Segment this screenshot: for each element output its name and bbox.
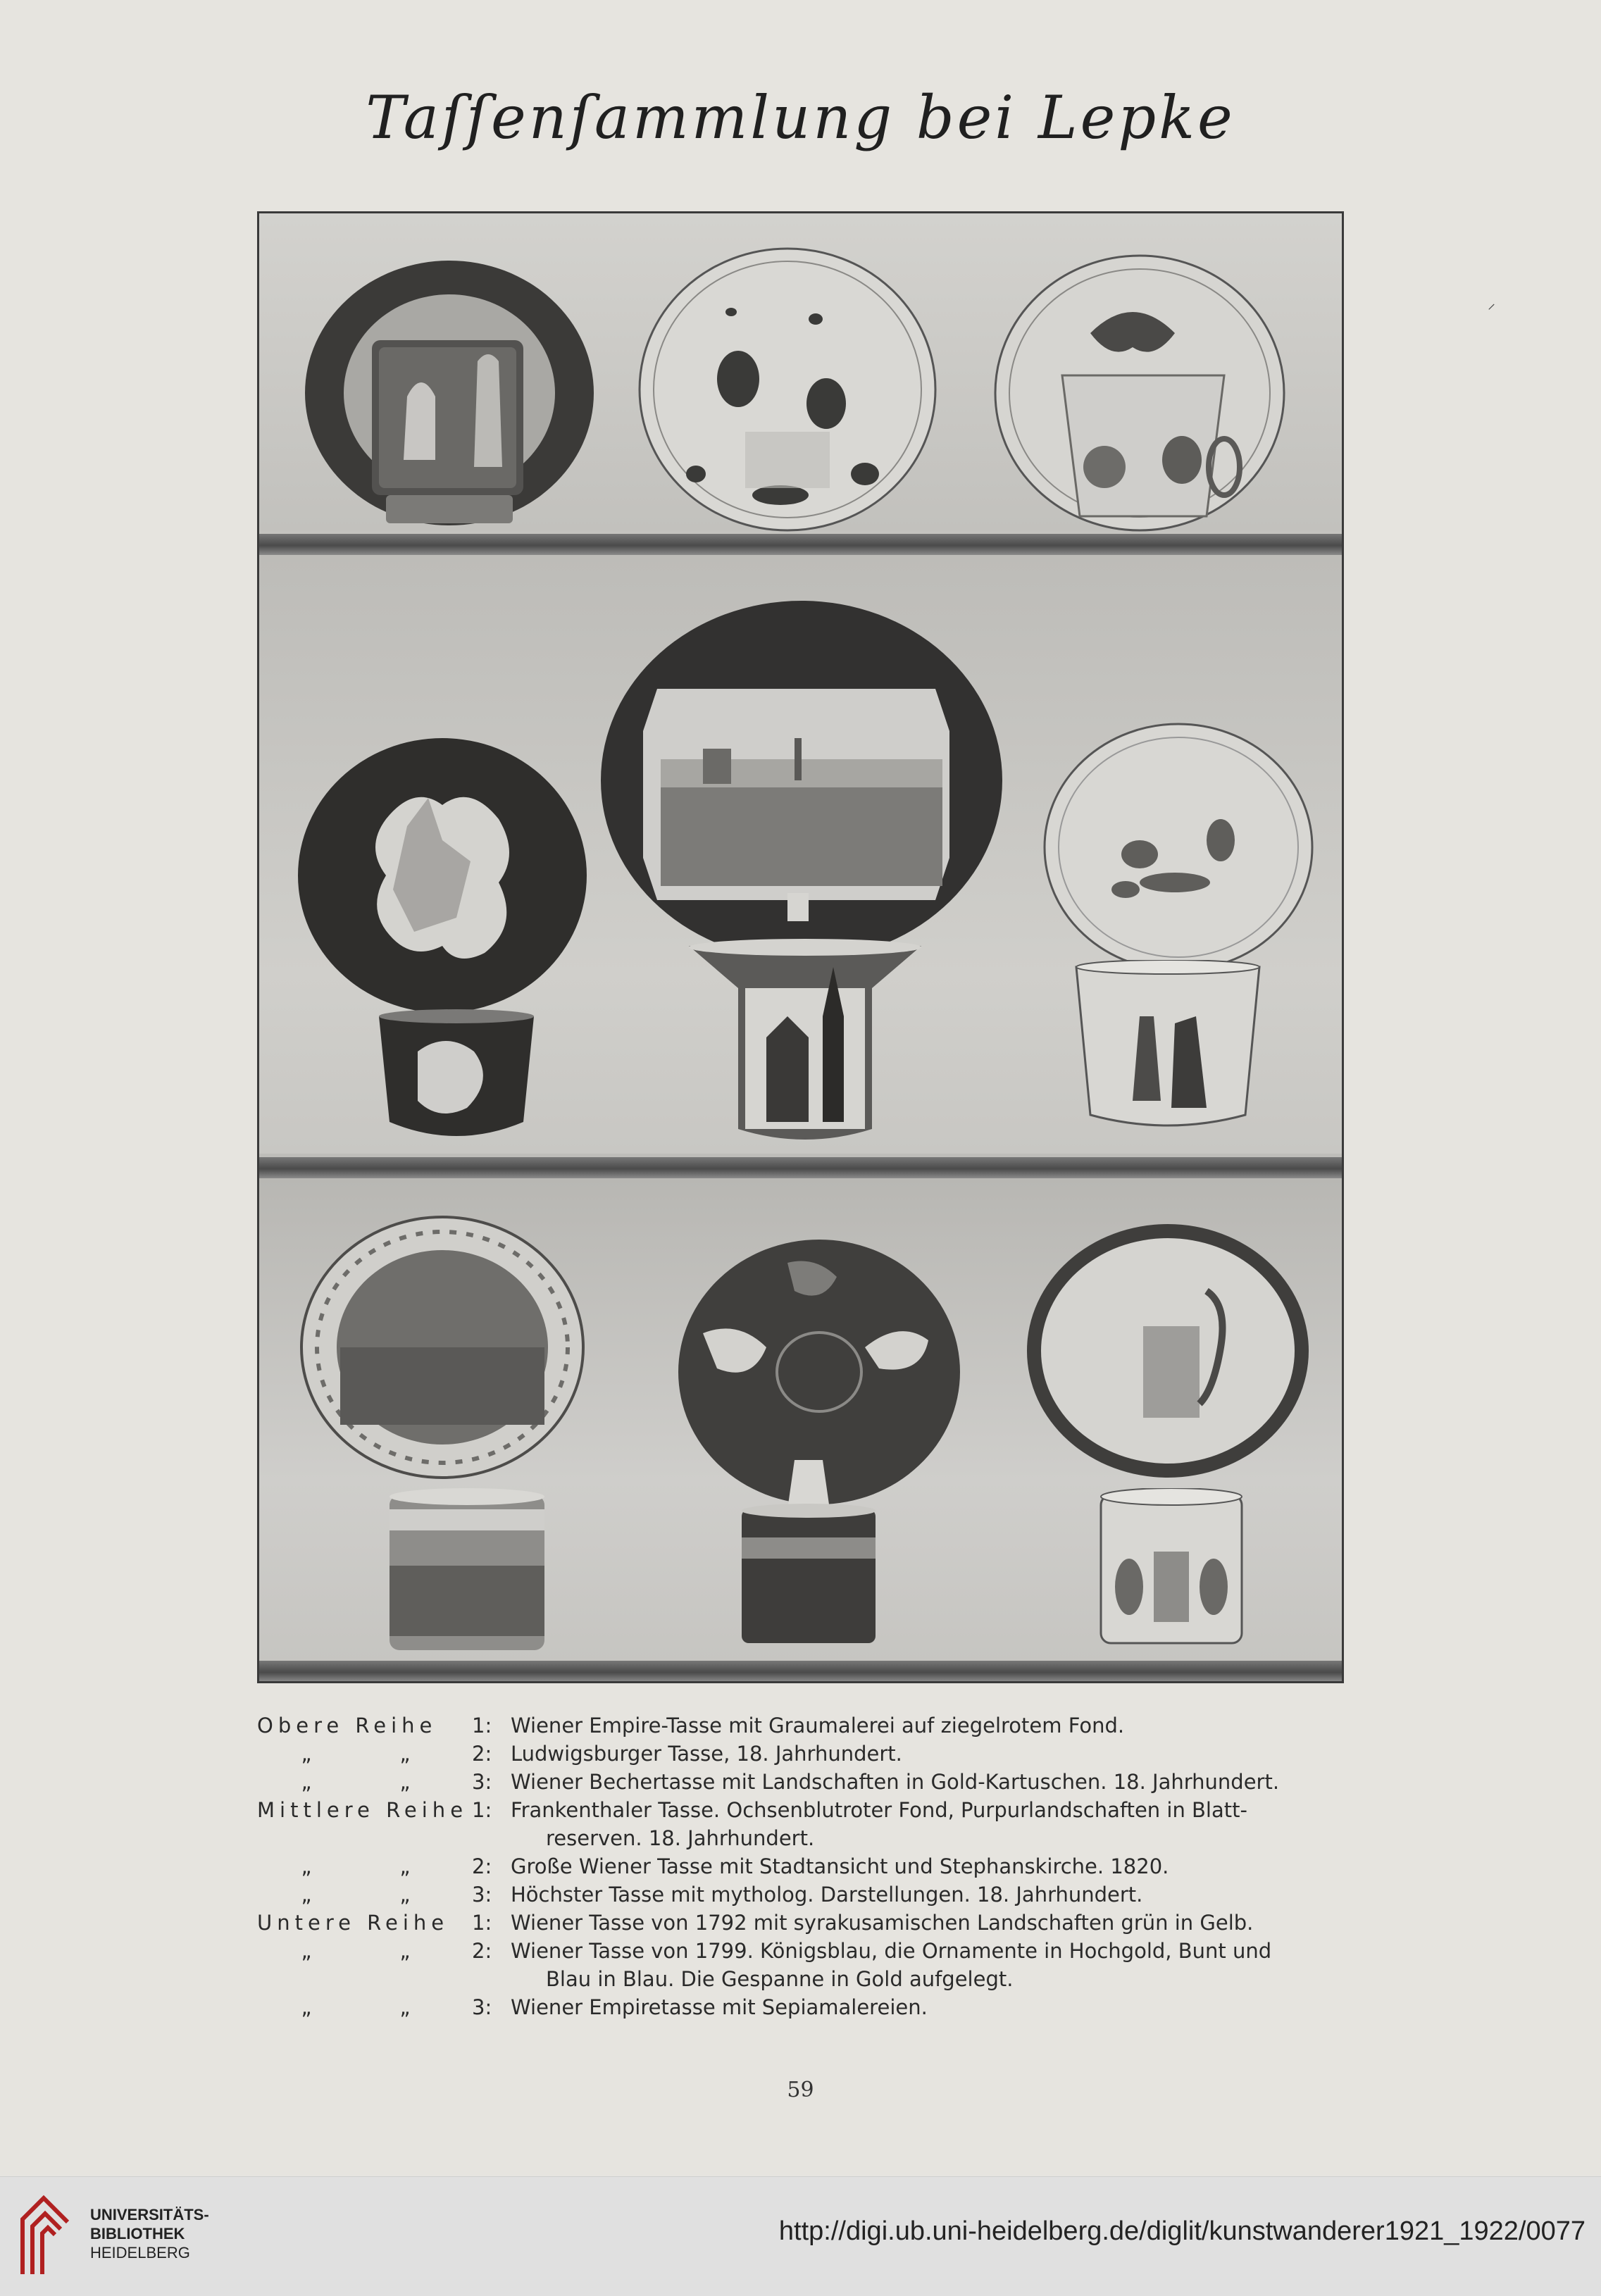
caption-text bbox=[511, 1768, 1345, 1796]
ditto-mark: „ bbox=[301, 1854, 312, 1878]
cup-middle-3-cup bbox=[1069, 960, 1266, 1136]
library-line-2: BIBLIOTHEK bbox=[90, 2225, 185, 2242]
footer-bar bbox=[0, 2176, 1601, 2296]
caption-number: 2: bbox=[472, 1854, 492, 1878]
caption-row bbox=[257, 1937, 1345, 1993]
caption-text bbox=[511, 1852, 1345, 1880]
ditto-mark: „ bbox=[399, 1854, 411, 1878]
ditto-mark: „ bbox=[301, 1742, 312, 1766]
caption-text-line: Wiener Tasse von 1792 mit syrakusamischen Landschaften grün in Gelb. bbox=[511, 1911, 1254, 1935]
cup-top-2 bbox=[633, 242, 942, 537]
caption-number: 3: bbox=[472, 1883, 492, 1907]
ditto-mark: „ bbox=[399, 1995, 411, 2019]
caption-list bbox=[257, 1711, 1345, 2021]
caption-text-line: Ludwigsburger Tasse, 18. Jahrhundert. bbox=[511, 1742, 902, 1766]
caption-label bbox=[257, 1937, 472, 1965]
shelf-board-2 bbox=[259, 1157, 1342, 1178]
caption-text bbox=[511, 1880, 1345, 1909]
caption-text-continuation: Blau in Blau. Die Gespanne in Gold aufgelegt. bbox=[546, 1967, 1014, 1991]
cup-top-3 bbox=[985, 249, 1295, 544]
caption-label: Obere Reihe bbox=[257, 1714, 437, 1737]
caption-row bbox=[257, 1796, 1345, 1852]
caption-label bbox=[257, 1852, 472, 1880]
caption-label bbox=[257, 1740, 472, 1768]
ditto-mark: „ bbox=[399, 1883, 411, 1907]
cup-middle-1-cup bbox=[375, 1009, 537, 1143]
caption-text-line: Wiener Bechertasse mit Landschaften in Gold-Kartuschen. 18. Jahrhundert. bbox=[511, 1770, 1280, 1794]
caption-row bbox=[257, 1993, 1345, 2021]
ditto-mark: „ bbox=[399, 1742, 411, 1766]
cup-middle-1-saucer bbox=[294, 735, 590, 1016]
caption-text-line: Große Wiener Tasse mit Stadtansicht und Stephanskirche. 1820. bbox=[511, 1854, 1169, 1878]
ditto-mark: „ bbox=[301, 1770, 312, 1794]
caption-number: 1: bbox=[472, 1798, 492, 1822]
cup-middle-2-cup bbox=[689, 939, 921, 1150]
caption-label bbox=[257, 1993, 472, 2021]
source-url[interactable]: http://digi.ub.uni-heidelberg.de/diglit/kunstwanderer1921_1922/0077 bbox=[778, 2216, 1586, 2246]
library-name bbox=[90, 2205, 209, 2262]
cup-bottom-1-cup bbox=[386, 1488, 548, 1657]
cup-middle-2-saucer bbox=[597, 597, 1006, 963]
caption-text-line: Wiener Empire-Tasse mit Graumalerei auf ziegelrotem Fond. bbox=[511, 1714, 1125, 1737]
ditto-mark: „ bbox=[301, 1883, 312, 1907]
caption-number: 3: bbox=[472, 1770, 492, 1794]
cup-bottom-3-saucer bbox=[1023, 1221, 1312, 1481]
cup-bottom-1-saucer bbox=[298, 1213, 587, 1481]
page-number: 59 bbox=[787, 2078, 814, 2102]
caption-text-line: Frankenthaler Tasse. Ochsenblutroter Fond, Purpurlandschaften in Blatt- bbox=[511, 1798, 1247, 1822]
caption-text-continuation: reserven. 18. Jahrhundert. bbox=[546, 1826, 815, 1850]
caption-label: Mittlere Reihe bbox=[257, 1798, 468, 1822]
caption-number: 1: bbox=[472, 1714, 492, 1737]
caption-text-line: Höchster Tasse mit mytholog. Darstellungen. 18. Jahrhundert. bbox=[511, 1883, 1143, 1907]
caption-text-line: Wiener Tasse von 1799. Königsblau, die Ornamente in Hochgold, Bunt und bbox=[511, 1939, 1272, 1963]
caption-label: Untere Reihe bbox=[257, 1911, 449, 1935]
cup-bottom-3-cup bbox=[1097, 1488, 1245, 1650]
ditto-mark: „ bbox=[399, 1939, 411, 1963]
caption-row bbox=[257, 1852, 1345, 1880]
caption-number: 2: bbox=[472, 1742, 492, 1766]
caption-number: 3: bbox=[472, 1995, 492, 2019]
caption-label bbox=[257, 1880, 472, 1909]
caption-row bbox=[257, 1740, 1345, 1768]
caption-label bbox=[257, 1768, 472, 1796]
ditto-mark: „ bbox=[301, 1939, 312, 1963]
caption-text bbox=[511, 1937, 1345, 1993]
cup-bottom-2-cup bbox=[738, 1460, 879, 1657]
ditto-mark: „ bbox=[301, 1995, 312, 2019]
caption-row bbox=[257, 1880, 1345, 1909]
caption-text bbox=[511, 1909, 1345, 1937]
library-line-1: UNIVERSITÄTS- bbox=[90, 2206, 209, 2223]
caption-text bbox=[511, 1993, 1345, 2021]
page-title: Taſſenſammlung bei Lepke bbox=[366, 83, 1235, 152]
photo-plate bbox=[257, 211, 1344, 1683]
cup-middle-3-saucer bbox=[1041, 720, 1316, 974]
caption-row bbox=[257, 1909, 1345, 1937]
caption-row bbox=[257, 1711, 1345, 1740]
caption-number: 2: bbox=[472, 1939, 492, 1963]
library-line-3: HEIDELBERG bbox=[90, 2244, 190, 2261]
caption-number: 1: bbox=[472, 1911, 492, 1935]
caption-text-line: Wiener Empiretasse mit Sepiamalereien. bbox=[511, 1995, 928, 2019]
caption-row bbox=[257, 1768, 1345, 1796]
library-logo-icon bbox=[15, 2191, 75, 2281]
caption-text bbox=[511, 1796, 1345, 1852]
caption-text bbox=[511, 1711, 1345, 1740]
cup-top-1 bbox=[301, 256, 597, 537]
caption-text bbox=[511, 1740, 1345, 1768]
ditto-mark: „ bbox=[399, 1770, 411, 1794]
margin-mark: ⸝ bbox=[1488, 295, 1496, 313]
shelf-board-3 bbox=[259, 1661, 1342, 1682]
